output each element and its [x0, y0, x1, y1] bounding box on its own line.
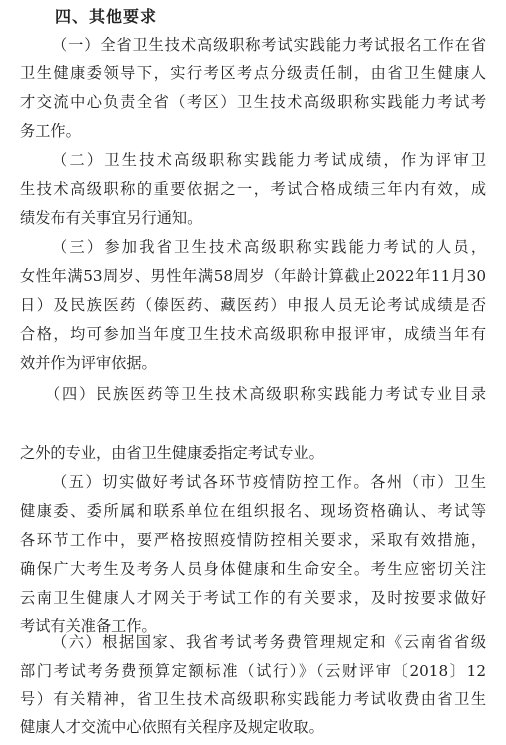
- paragraph-line: 合格，均可参加当年度卫生技术高级职称申报评审，成绩当年有: [20, 325, 486, 343]
- paragraph-line: 各环节工作中，要严格按照疫情防控相关要求，采取有效措施，: [20, 531, 486, 549]
- paragraph-line: 号）有关精神，省卫生技术高级职称实践能力考试收费由省卫生: [20, 690, 486, 708]
- paragraph-line: 卫生健康委领导下，实行考区考点分级责任制，由省卫生健康人: [20, 64, 486, 82]
- paragraph-line: （五）切实做好考试各环节疫情防控工作。各州（市）卫生: [52, 473, 486, 491]
- paragraph-line: （六）根据国家、我省考试考务费管理规定和《云南省省级: [52, 633, 486, 651]
- paragraph-line: 效并作为评审依据。: [20, 354, 157, 372]
- paragraph-line: 健康人才交流中心依照有关程序及规定收取。: [20, 718, 324, 736]
- paragraph-line: （一）全省卫生技术高级职称考试实践能力考试报名工作在省: [52, 36, 486, 54]
- paragraph-line: （四）民族医药等卫生技术高级职称实践能力考试专业目录: [45, 385, 486, 403]
- paragraph-line: 部门考试考务费预算定额标准（试行）》（云财评审〔2018〕12: [20, 662, 486, 680]
- paragraph-line: 之外的专业，由省卫生健康委指定考试专业。: [20, 444, 324, 462]
- section-heading: 四、其他要求: [55, 7, 158, 26]
- paragraph-line: 生技术高级职称的重要依据之一，考试合格成绩三年内有效，成: [20, 180, 486, 198]
- paragraph-line: 绩发布有关事宜另行通知。: [20, 209, 203, 227]
- paragraph-line: 确保广大考生及考务人员身体健康和生命安全。考生应密切关注: [20, 560, 486, 578]
- paragraph-line: 才交流中心负责全省（考区）卫生技术高级职称实践能力考试考: [20, 93, 486, 111]
- paragraph-line: 女性年满53周岁、男性年满58周岁（年龄计算截止2022年11月30: [20, 267, 486, 285]
- paragraph-line: 云南卫生健康人才网关于考试工作的有关要求，及时按要求做好: [20, 589, 486, 607]
- paragraph-line: 健康委、委所属和联系单位在组织报名、现场资格确认、考试等: [20, 502, 486, 520]
- paragraph-line: 日）及民族医药（傣医药、藏医药）申报人员无论考试成绩是否: [20, 296, 486, 314]
- paragraph-line: 务工作。: [20, 122, 81, 140]
- paragraph-line: （二）卫生技术高级职称实践能力考试成绩，作为评审卫: [52, 151, 486, 169]
- paragraph-line: （三）参加我省卫生技术高级职称实践能力考试的人员，: [52, 238, 486, 256]
- paragraph-line: 考试有关准备工作。: [20, 617, 157, 635]
